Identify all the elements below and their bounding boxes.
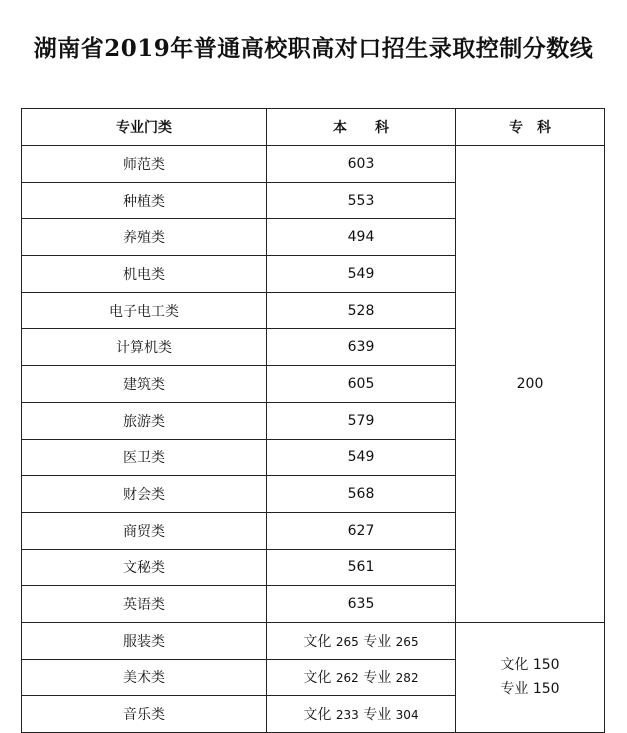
bachelor-score-cell: 603 — [267, 146, 456, 183]
junior-score-cell-arts — [456, 622, 605, 732]
category-cell: 师范类 — [22, 146, 267, 183]
junior-score-cell: 200 — [456, 146, 605, 623]
category-cell: 商贸类 — [22, 512, 267, 549]
category-cell: 建筑类 — [22, 366, 267, 403]
category-cell: 种植类 — [22, 182, 267, 219]
category-cell: 服装类 — [22, 622, 267, 659]
bachelor-score-cell: 494 — [267, 219, 456, 256]
score-table — [21, 108, 605, 733]
header-bachelor: 本 科 — [267, 109, 456, 146]
header-junior: 专 科 — [456, 109, 605, 146]
table-row — [22, 622, 605, 659]
junior-zhuanye-line: 专业 150 — [500, 681, 560, 698]
bachelor-score-cell: 549 — [267, 439, 456, 476]
category-cell: 财会类 — [22, 476, 267, 513]
bachelor-score-cell — [267, 696, 456, 733]
table-row — [22, 146, 605, 183]
wenhua-score: 265 — [335, 634, 359, 649]
bachelor-score-cell: 528 — [267, 292, 456, 329]
wenhua-score: 262 — [335, 671, 359, 686]
junior-wenhua-line: 文化 150 — [500, 657, 560, 674]
category-cell: 计算机类 — [22, 329, 267, 366]
bachelor-score-cell: 561 — [267, 549, 456, 586]
bachelor-score-cell: 605 — [267, 366, 456, 403]
category-cell: 旅游类 — [22, 402, 267, 439]
bachelor-score-cell: 568 — [267, 476, 456, 513]
category-cell: 美术类 — [22, 659, 267, 696]
bachelor-score-cell: 579 — [267, 402, 456, 439]
zhuanye-label: 专业 — [363, 670, 392, 687]
wenhua-score: 233 — [335, 708, 359, 723]
bachelor-score-cell: 635 — [267, 586, 456, 623]
page-title: 湖南省2019年普通高校职高对口招生录取控制分数线 — [33, 35, 594, 62]
zhuanye-score: 304 — [395, 708, 419, 723]
category-cell: 电子电工类 — [22, 292, 267, 329]
bachelor-score-cell: 553 — [267, 182, 456, 219]
zhuanye-label: 专业 — [363, 633, 392, 650]
category-cell: 机电类 — [22, 256, 267, 293]
zhuanye-label: 专业 — [363, 707, 392, 724]
bachelor-score-cell: 639 — [267, 329, 456, 366]
zhuanye-score: 282 — [395, 671, 419, 686]
category-cell: 英语类 — [22, 586, 267, 623]
bachelor-score-cell — [267, 622, 456, 659]
category-cell: 音乐类 — [22, 696, 267, 733]
table-header-row — [22, 109, 605, 146]
category-cell: 医卫类 — [22, 439, 267, 476]
bachelor-score-cell: 549 — [267, 256, 456, 293]
category-cell: 养殖类 — [22, 219, 267, 256]
wenhua-label: 文化 — [303, 633, 332, 650]
category-cell: 文秘类 — [22, 549, 267, 586]
bachelor-score-cell: 627 — [267, 512, 456, 549]
wenhua-label: 文化 — [303, 670, 332, 687]
header-category: 专业门类 — [22, 109, 267, 146]
wenhua-label: 文化 — [303, 707, 332, 724]
bachelor-score-cell — [267, 659, 456, 696]
zhuanye-score: 265 — [395, 634, 419, 649]
